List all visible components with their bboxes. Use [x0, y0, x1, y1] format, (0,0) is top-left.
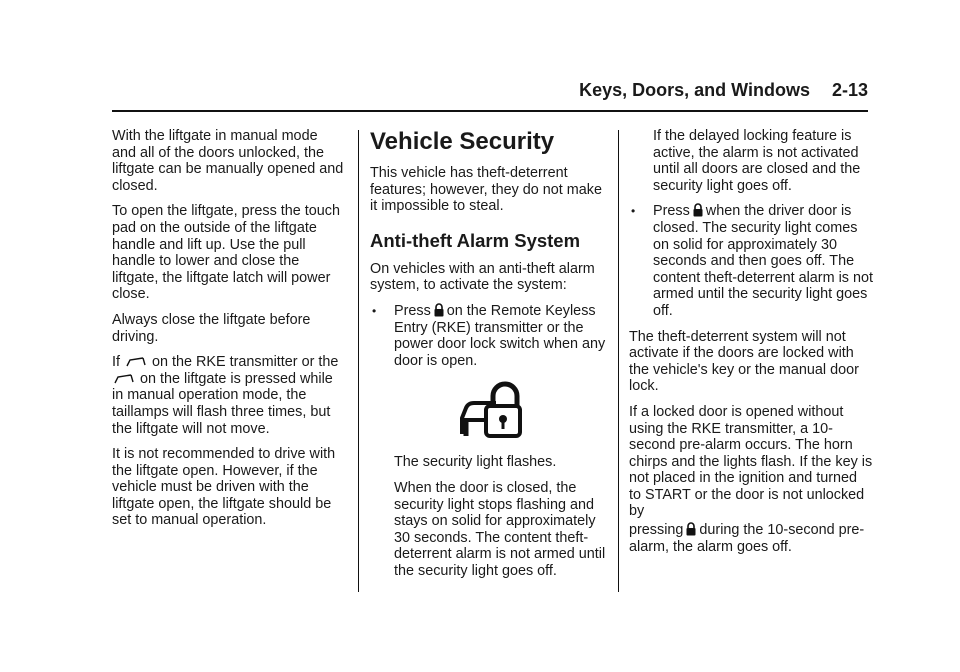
text-press: Press: [653, 203, 690, 220]
paragraph-delayed-locking: If the delayed locking feature is active, the alarm is not activated until all doors are closed and the security light goes off.: [653, 128, 861, 194]
column-3: [629, 128, 873, 564]
column-2: [370, 128, 610, 589]
bullet-mark: •: [372, 303, 377, 318]
bullet-item: [370, 303, 610, 369]
paragraph-drive-open: It is not recommended to drive with the liftgate open. However, if the vehicle must be driven with the liftgate open, the liftgate should be set to manual operation.: [112, 446, 336, 529]
section-heading: Vehicle Security: [370, 128, 555, 155]
paragraph-pressing: [629, 522, 873, 555]
column-divider-1: [358, 130, 359, 592]
security-light-icon: [456, 378, 524, 440]
bullet-mark: •: [631, 204, 636, 219]
text-alarm-goes-off: during the 10-second pre-alarm, the alarm goes off.: [629, 522, 865, 555]
text-remote-keyless: on the Remote Keyless Entry (RKE) transmitter or the power door lock switch when any door is open.: [394, 302, 606, 369]
paragraph-activate: On vehicles with an anti-theft alarm system, to activate the system:: [370, 260, 595, 294]
liftgate-icon: [126, 356, 146, 368]
text-rke-or: on the RKE transmitter or the: [152, 354, 339, 371]
paragraph-close-before-driving: Always close the liftgate before driving.: [112, 311, 311, 345]
paragraph-manual-mode: With the liftgate in manual mode and all of the doors unlocked, the liftgate can be manually opened and closed.: [112, 128, 344, 194]
paragraph-intro: This vehicle has theft-deterrent features; however, they do not make it impossible to steal.: [370, 165, 602, 215]
text-press: Press: [394, 302, 431, 319]
paragraph-open-liftgate: To open the liftgate, press the touch pad on the outside of the liftgate handle and lift up. Use the pull handle to lower and close the liftgate, the liftgate latch will power close.: [112, 203, 341, 303]
lock-icon: [433, 303, 445, 317]
section-title: Keys, Doors, and Windows: [579, 80, 810, 100]
paragraph-door-closed: When the door is closed, the security light stops flashing and stays on solid for approximately 30 seconds. The content theft-deterrent alarm is not armed until the security light goes off.: [394, 479, 606, 579]
running-header: [557, 80, 868, 101]
lock-icon: [685, 522, 697, 536]
text-if: If: [112, 354, 120, 371]
text-pressing: pressing: [629, 522, 684, 539]
column-1: [112, 128, 344, 538]
subsection-heading: Anti-theft Alarm System: [370, 229, 581, 251]
bullet-item: [629, 203, 873, 319]
text-driver-door: when the driver door is closed. The security light comes on solid for approximately 30 seconds and then goes off. The content theft-deterrent alarm is not armed until the security light goes off.: [653, 203, 873, 319]
paragraph-pre-alarm: If a locked door is opened without using the RKE transmitter, a 10-second pre-alarm occurs. The horn chirps and the lights flash. If the key is not placed in the ignition and turned to START or the door is not unlocked by: [629, 403, 873, 520]
security-light-graphic: [370, 378, 610, 450]
text-taillamps: on the liftgate is pressed while in manual operation mode, the taillamps will flash three times, but the liftgate will not move.: [112, 370, 333, 437]
column-divider-2: [618, 130, 619, 592]
header-rule: [112, 110, 868, 112]
paragraph-flashes: The security light flashes.: [394, 454, 557, 471]
lock-icon: [692, 203, 704, 217]
liftgate-icon: [114, 373, 134, 385]
paragraph-rke-press: [112, 354, 344, 437]
page-number: 2-13: [831, 80, 868, 100]
paragraph-will-not-activate: The theft-deterrent system will not activate if the doors are locked with the vehicle's key or the manual door lock.: [629, 328, 859, 395]
